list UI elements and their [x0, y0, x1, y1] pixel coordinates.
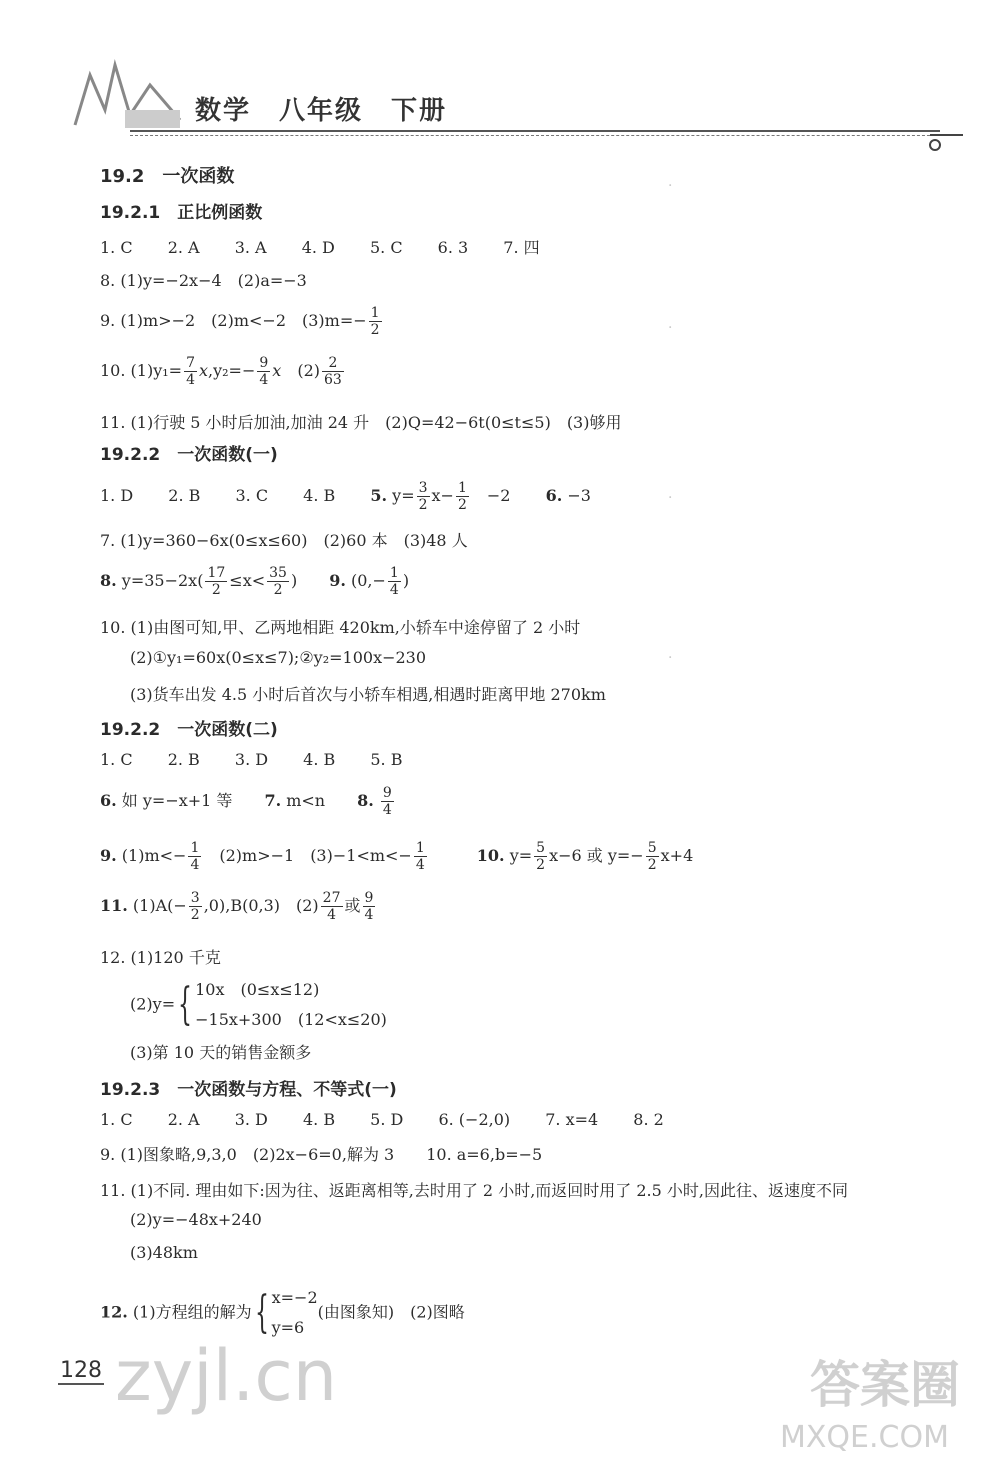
- answer-b10c: (3)货车出发 4.5 小时后首次与小轿车相遇,相遇时距离甲地 270km: [130, 685, 606, 704]
- answer-c11: 11. (1)A(− $\frac{3}{2}$ ,0),B(0,3) (2) $\frac{27}{4}$ 或 $\frac{9}{4}$: [100, 890, 374, 923]
- answer-d11a: 11. (1)不同. 理由如下:因为往、返距离相等,去时用了 2 小时,而返回时用了 2.5 小时,因此往、返速度不同: [100, 1181, 848, 1200]
- bleed-mark: ·: [668, 650, 673, 666]
- bleed-mark: ·: [668, 320, 673, 336]
- section-19-2-3: 19.2.3 一次函数与方程、不等式(一): [100, 1080, 397, 1100]
- answer-d9-10: 9. (1)图象略,9,3,0 (2)2x−6=0,解为 3 10. a=6,b=−5: [100, 1145, 543, 1164]
- answer-c9-10: 9. (1)m<− $\frac{1}{4}$ (2)m>−1 (3)−1<m<− $\frac{1}{4}$ 10. y= $\frac{5}{2}$ x−6 或 y=− $\frac{5}{2}$ x+4: [100, 840, 694, 873]
- answer-8: 8. (1)y=−2x−4 (2)a=−3: [100, 271, 307, 290]
- answer-item: 1. C: [100, 1110, 133, 1129]
- header-scissors-icon: [925, 117, 965, 157]
- answer-d11c: (3)48km: [130, 1243, 198, 1262]
- answer-9-text: 9. (1)m>−2 (2)m<−2 (3)m=−: [100, 311, 367, 330]
- answer-item: 4. B: [303, 750, 336, 769]
- answer-b10a: 10. (1)由图可知,甲、乙两地相距 420km,小轿车中途停留了 2 小时: [100, 618, 581, 637]
- answer-item: 2. B: [168, 486, 201, 505]
- answer-row-a1: [100, 235, 570, 258]
- answer-10-text: 10. (1)y₁=: [100, 361, 183, 380]
- answer-item: 6. −3: [545, 486, 591, 505]
- answer-b7: 7. (1)y=360−6x(0≤x≤60) (2)60 本 (3)48 人: [100, 531, 468, 550]
- fraction: $\frac{7}{4}$: [186, 355, 195, 388]
- answer-item: 6. 3: [437, 238, 469, 257]
- answer-item: 3. C: [235, 486, 269, 505]
- answer-item: 7. 四: [503, 238, 540, 257]
- answer-row-b1: [100, 480, 621, 513]
- header-rule: [130, 130, 940, 132]
- answer-item: 3. D: [234, 750, 269, 769]
- answer-item: 7. x=4: [545, 1110, 599, 1129]
- watermark-daan: 答案圈: [810, 1356, 960, 1414]
- answer-item: 8. 2: [633, 1110, 664, 1129]
- answer-b8-9: 8. y=35−2x( $\frac{17}{2}$ ≤x< $\frac{35}{2}$ ) 9. (0,− $\frac{1}{4}$ ): [100, 565, 410, 598]
- answer-d11b: (2)y=−48x+240: [130, 1210, 262, 1229]
- answer-row-d1: [100, 1110, 694, 1129]
- answer-item: 5. D: [370, 1110, 404, 1129]
- page-number: 128: [60, 1358, 102, 1383]
- answer-c12b: (2)y={ 10x (0≤x≤12) −15x+300 (12<x≤20): [130, 979, 387, 1030]
- header-rule-dashed: [130, 135, 940, 136]
- section-19-2-1: 19.2.1 正比例函数: [100, 203, 263, 223]
- fraction: $\frac{1}{2}$: [370, 305, 380, 338]
- answer-item: 5. B: [370, 750, 403, 769]
- section-19-2: 19.2 一次函数: [100, 166, 235, 187]
- answer-item: 1. D: [100, 486, 134, 505]
- answer-item: 5. C: [369, 238, 403, 257]
- watermark-mxqe: MXQE.COM: [780, 1420, 949, 1455]
- header-title: 数学 八年级 下册: [195, 96, 448, 126]
- answer-item: 3. A: [234, 238, 267, 257]
- answer-item: 4. B: [303, 486, 336, 505]
- answer-item: 4. B: [302, 1110, 336, 1129]
- bleed-mark: ·: [668, 178, 673, 194]
- answer-item: 1. C: [100, 750, 133, 769]
- section-19-2-2-b: 19.2.2 一次函数(二): [100, 720, 278, 740]
- answer-item: 2. A: [167, 238, 200, 257]
- answer-9: [100, 305, 384, 338]
- answer-item: 3. D: [234, 1110, 268, 1129]
- answer-d12: 12. (1)方程组的解为{ x=−2 y=6 (由图象知) (2)图略: [100, 1287, 465, 1338]
- answer-item: 5. y= $\frac{3}{2}$ x− $\frac{1}{2}$ −2: [370, 480, 511, 513]
- bleed-mark: ·: [668, 490, 673, 506]
- section-19-2-2-a: 19.2.2 一次函数(一): [100, 445, 278, 465]
- watermark-zyjl: zyjl.cn: [115, 1335, 338, 1417]
- answer-item: 6. (−2,0): [438, 1110, 511, 1129]
- answer-c12c: (3)第 10 天的销售金额多: [130, 1043, 312, 1062]
- answer-c6-8: 6. 如 y=−x+1 等 7. m<n 8. $\frac{9}{4}$: [100, 785, 392, 818]
- answer-10: 10. (1)y₁= $\frac{7}{4}$ x,y₂=− $\frac{9}{4}$ x (2) $\frac{2}{63}$: [100, 355, 342, 388]
- answer-item: 2. A: [167, 1110, 200, 1129]
- header-decoration-icon: [70, 55, 190, 135]
- answer-item: 1. C: [100, 238, 133, 257]
- answer-row-c1: [100, 750, 432, 769]
- fraction: $\frac{2}{63}$: [324, 355, 342, 388]
- fraction: $\frac{9}{4}$: [259, 355, 269, 388]
- answer-item: 2. B: [167, 750, 200, 769]
- answer-b10b: (2)①y₁=60x(0≤x≤7);②y₂=100x−230: [130, 648, 427, 667]
- page-header: [60, 55, 960, 165]
- answer-item: 4. D: [301, 238, 335, 257]
- answer-c12a: 12. (1)120 千克: [100, 948, 221, 967]
- answer-11: 11. (1)行驶 5 小时后加油,加油 24 升 (2)Q=42−6t(0≤t≤5) (3)够用: [100, 413, 622, 432]
